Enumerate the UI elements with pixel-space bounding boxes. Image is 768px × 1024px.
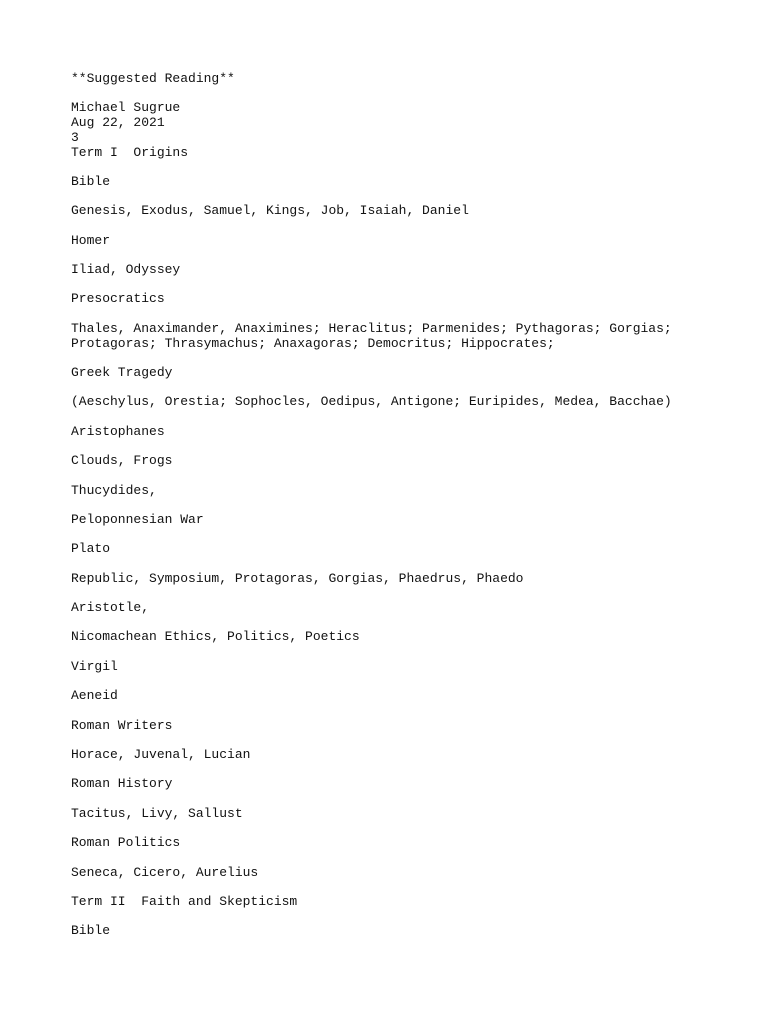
spacer [71,439,731,454]
entry-works: Clouds, Frogs [71,453,173,469]
entry-title: Roman Writers [71,717,173,733]
entry-works: Seneca, Cicero, Aurelius [71,864,259,880]
spacer [71,160,731,175]
spacer [71,557,731,572]
spacer [71,616,731,631]
spacer [71,498,731,513]
spacer [71,248,731,263]
entry-title: Virgil [71,658,118,674]
spacer [71,219,731,234]
entry-works: Horace, Juvenal, Lucian [71,747,251,763]
author-name: Michael Sugrue [71,100,181,116]
entry-works: Tacitus, Livy, Sallust [71,805,243,821]
document-date: Aug 22, 2021 [71,115,165,131]
entry-title: Greek Tragedy [71,364,173,380]
spacer [71,675,731,690]
spacer [71,792,731,807]
entry-title: Presocratics [71,291,165,307]
spacer [71,469,731,484]
entry-works: Thales, Anaximander, Anaximines; Heraclitus; Parmenides; Pythagoras; Gorgias; [71,320,672,336]
document-page [71,72,731,939]
entry-title: Thucydides, [71,482,157,498]
entry-title: Aristotle, [71,600,150,616]
spacer [71,763,731,778]
entry-works: Iliad, Odyssey [71,262,181,278]
spacer [71,410,731,425]
spacer [71,381,731,396]
spacer [71,910,731,925]
entry-title: Roman Politics [71,835,181,851]
term-heading: Term I Origins [71,144,189,160]
entry-title: Roman History [71,776,173,792]
entry-title: Bible [71,923,111,939]
spacer [71,87,731,102]
spacer [71,586,731,601]
page-number: 3 [71,129,79,145]
spacer [71,307,731,322]
spacer [71,190,731,205]
entry-works: Aeneid [71,688,118,704]
term-heading: Term II Faith and Skepticism [71,893,298,909]
entry-title: Homer [71,232,111,248]
entry-works: Peloponnesian War [71,511,204,527]
spacer [71,704,731,719]
entry-title: Bible [71,173,111,189]
spacer [71,822,731,837]
entry-works: Nicomachean Ethics, Politics, Poetics [71,629,360,645]
spacer [71,278,731,293]
spacer [71,528,731,543]
spacer [71,645,731,660]
spacer [71,880,731,895]
spacer [71,851,731,866]
entry-works: Republic, Symposium, Protagoras, Gorgias, Phaedrus, Phaedo [71,570,524,586]
spacer [71,733,731,748]
entry-works: (Aeschylus, Orestia; Sophocles, Oedipus, Antigone; Euripides, Medea, Bacchae) [71,394,672,410]
entry-works: Genesis, Exodus, Samuel, Kings, Job, Isaiah, Daniel [71,203,469,219]
spacer [71,351,731,366]
entry-title: Plato [71,541,111,557]
entry-works-continued: Protagoras; Thrasymachus; Anaxagoras; Democritus; Hippocrates; [71,335,555,351]
document-heading: **Suggested Reading** [71,71,235,86]
entry-title: Aristophanes [71,423,165,439]
